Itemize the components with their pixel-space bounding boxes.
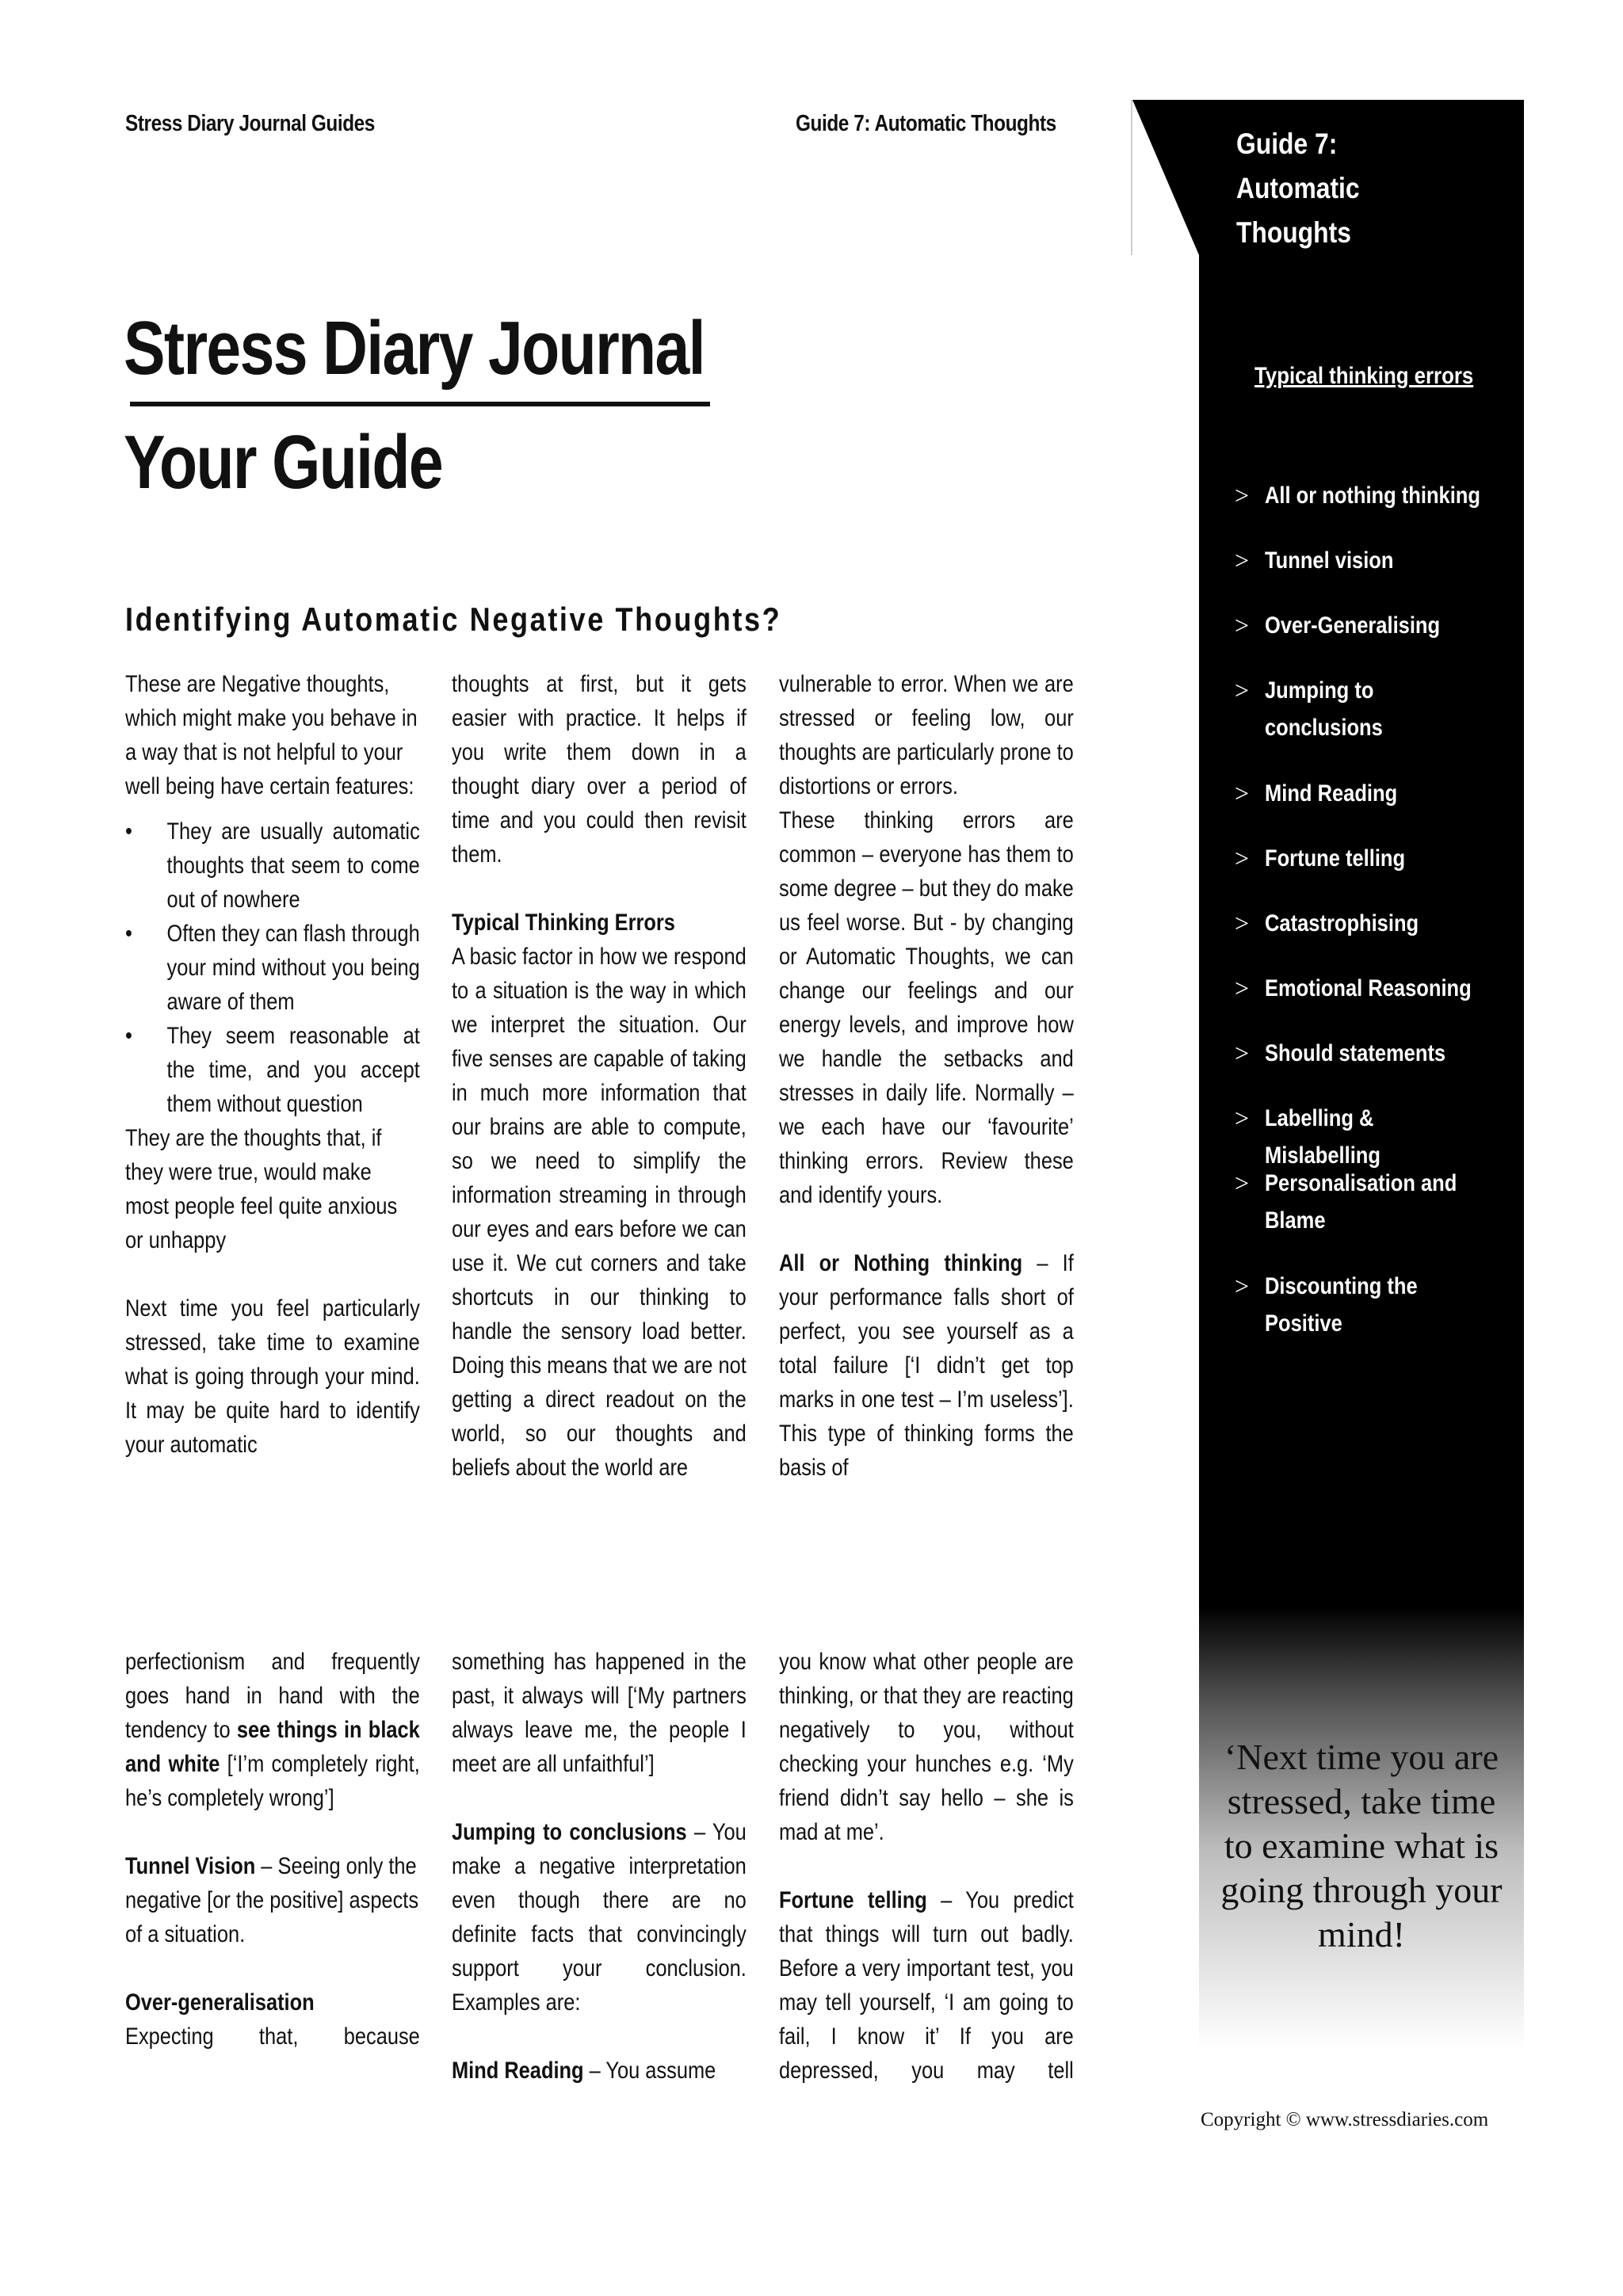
sidebar-item[interactable]: > Labelling & Mislabelling: [1235, 1100, 1526, 1174]
bullet-icon: •: [125, 818, 132, 845]
paragraph: These are Negative thoughts, which might make you behave in a way that is not helpful to your well being have certain features:: [125, 671, 418, 799]
paragraph: thoughts at first, but it gets easier with practice. It helps if you write them down in a thought diary over a period of time and you could then revisit them.: [452, 671, 747, 868]
bottom-column-1: [125, 1645, 420, 2054]
chevron-right-icon: >: [1235, 1039, 1250, 1067]
list-item: • They seem reasonable at the time, and you accept them without question: [125, 1019, 420, 1121]
top-column-1: [125, 667, 420, 1462]
paragraph: something has happened in the past, it always will [‘My partners always leave me, the people I meet are all unfaithful’]: [452, 1649, 747, 1777]
header-left: Stress Diary Journal Guides: [125, 111, 375, 136]
sidebar-item[interactable]: > Discounting the Positive: [1235, 1268, 1526, 1342]
section-subtitle: Identifying Automatic Negative Thoughts?: [125, 601, 782, 638]
chevron-right-icon: >: [1235, 909, 1250, 937]
page-title-line2: Your Guide: [124, 420, 442, 505]
paragraph: A basic factor in how we respond to a situation is the way in which we interpret the situation. Our five senses are capable of taking in much more information that our brains are able to compute, so we need to simplify the information streaming in through our eyes and ears before we can use it. We cut corners and take shortcuts in our thinking to handle the sensory load better. Doing this means that we are not getting a direct readout on the world, so our thoughts and beliefs about the world are: [452, 944, 747, 1481]
paragraph: Mind Reading – You assume: [452, 2058, 716, 2084]
paragraph: Jumping to conclusions – You make a negative interpretation even though there are no definite facts that convincingly support your conclusion. Examples are:: [452, 1819, 747, 2016]
paragraph: perfectionism and frequently goes hand in hand with the tendency to see things in black and white [‘I’m completely right, he’s completely wrong’]: [125, 1649, 420, 1811]
sidebar-item[interactable]: > Jumping to conclusions: [1235, 672, 1526, 746]
sidebar-link-typical-errors[interactable]: Typical thinking errors: [1254, 363, 1474, 389]
bullet-icon: •: [125, 921, 132, 947]
chevron-right-icon: >: [1235, 974, 1250, 1002]
paragraph: Fortune telling – You predict that things will turn out badly. Before a very important test, you may tell yourself, ‘I am going to fail, I know it’ If you are depressed, you may tell: [779, 1887, 1074, 2084]
paragraph: These thinking errors are common – everyone has them to some degree – but they do make us feel worse. But - by changing or Automatic Thoughts, we can change our feelings and our energy levels, and improve how we handle the setbacks and stresses in daily life. Normally – we each have our ‘favourite’ thinking errors. Review these and identify yours.: [779, 807, 1074, 1208]
top-column-2: [452, 667, 747, 1485]
page-title-line1: Stress Diary Journal: [124, 306, 705, 391]
chevron-right-icon: >: [1235, 1272, 1250, 1300]
section-heading: Typical Thinking Errors: [452, 910, 675, 936]
list-item: • They are usually automatic thoughts that seem to come out of nowhere: [125, 814, 420, 917]
chevron-right-icon: >: [1235, 844, 1250, 872]
sidebar-item[interactable]: > Over-Generalising: [1235, 607, 1526, 644]
paragraph: Next time you feel particularly stressed, take time to examine what is going through your mind. It may be quite hard to identify your automatic: [125, 1295, 420, 1458]
paragraph: All or Nothing thinking – If your performance falls short of perfect, you see yourself as a total failure [‘I didn’t get top marks in one test – I’m useless’]. This type of thinking forms the basis of: [779, 1250, 1074, 1481]
sidebar-item[interactable]: > Tunnel vision: [1235, 542, 1526, 579]
top-column-3: [779, 667, 1074, 1485]
paragraph: Expecting that, because: [125, 2023, 420, 2050]
sidebar-quote: ‘Next time you are stressed, take time to examine what is going through your mind!: [1220, 1737, 1503, 1955]
title-divider: [130, 402, 710, 406]
bottom-column-3: [779, 1645, 1074, 2088]
sidebar-item[interactable]: > Should statements: [1235, 1035, 1526, 1072]
chevron-right-icon: >: [1235, 1104, 1250, 1132]
term: Tunnel Vision: [125, 1853, 256, 1879]
sidebar-item[interactable]: > Catastrophising: [1235, 905, 1526, 942]
sidebar-item[interactable]: > Personalisation and Blame: [1235, 1165, 1526, 1239]
sidebar-title: Guide 7: Automatic Thoughts: [1236, 128, 1360, 249]
header-center: Guide 7: Automatic Thoughts: [796, 111, 1056, 136]
paragraph: Tunnel Vision – Seeing only the negative [or the positive] aspects of a situation.: [125, 1853, 419, 1947]
term: Fortune telling: [779, 1887, 927, 1913]
paragraph: you know what other people are thinking, or that they are reacting negatively to you, without checking your hunches e.g. ‘My friend didn’t say hello – she is mad at me’.: [779, 1649, 1074, 1845]
bottom-column-2: [452, 1645, 747, 2088]
term: Over-generalisation: [125, 1989, 315, 2016]
chevron-right-icon: >: [1235, 1169, 1250, 1197]
term: All or Nothing thinking: [779, 1250, 1023, 1276]
chevron-right-icon: >: [1235, 611, 1250, 639]
paragraph: They are the thoughts that, if they were true, would make most people feel quite anxious or unhappy: [125, 1125, 398, 1253]
copyright-text: Copyright © www.stressdiaries.com: [1201, 2109, 1489, 2130]
chevron-right-icon: >: [1235, 481, 1250, 509]
chevron-right-icon: >: [1235, 676, 1250, 704]
sidebar-item[interactable]: > Emotional Reasoning: [1235, 970, 1526, 1007]
sidebar-item[interactable]: > Mind Reading: [1235, 775, 1526, 812]
paragraph: vulnerable to error. When we are stressed or feeling low, our thoughts are particularly prone to distortions or errors.: [779, 671, 1074, 799]
chevron-right-icon: >: [1235, 779, 1250, 807]
list-item: • Often they can flash through your mind without you being aware of them: [125, 917, 420, 1019]
sidebar-item[interactable]: > All or nothing thinking: [1235, 477, 1526, 514]
sidebar-edge-line: [1131, 100, 1132, 255]
term: Mind Reading: [452, 2058, 584, 2084]
chevron-right-icon: >: [1235, 546, 1250, 574]
bullet-icon: •: [125, 1023, 132, 1049]
sidebar-item[interactable]: > Fortune telling: [1235, 840, 1526, 877]
term: Jumping to conclusions: [452, 1819, 687, 1845]
